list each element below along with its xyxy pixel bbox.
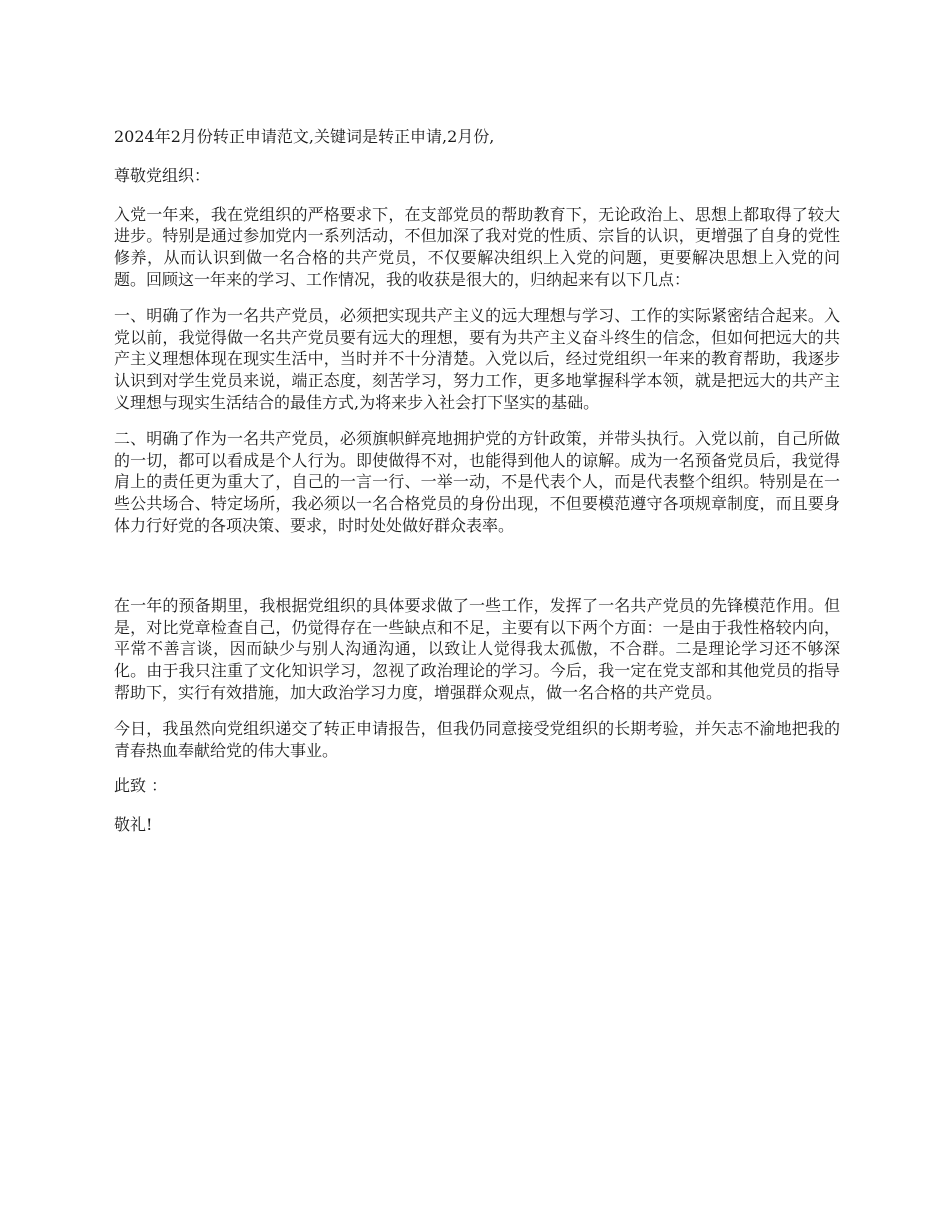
body-paragraph-intro: 入党一年来，我在党组织的严格要求下，在支部党员的帮助教育下，无论政治上、思想上都取得了较大进步。特别是通过参加党内一系列活动，不但加深了我对党的性质、宗旨的认识，更增强了自身的党性修养，从而认识到做一名合格的共产党员，不仅要解决组织上入党的问题，更要解决思想上入党的问题。回顾这一年来的学习、工作情况，我的收获是很大的，归纳起来有以下几点： — [114, 204, 840, 289]
body-paragraph-point-one: 一、明确了作为一名共产党员，必须把实现共产主义的远大理想与学习、工作的实际紧密结合起来。入党以前，我觉得做一名共产党员要有远大的理想，要有为共产主义奋斗终生的信念，但如何把远大的共产主义理想体现在现实生活中，当时并不十分清楚。入党以后，经过党组织一年来的教育帮助，我逐步认识到对学生党员来说，端正态度，刻苦学习，努力工作，更多地掌握科学本领，就是把远大的共产主义理想与现实生活结合的最佳方式,为将来步入社会打下坚实的基础。 — [114, 305, 840, 412]
body-paragraph-point-two: 二、明确了作为一名共产党员，必须旗帜鲜亮地拥护党的方针政策，并带头执行。入党以前，自己所做的一切，都可以看成是个人行为。即使做得不对，也能得到他人的谅解。成为一名预备党员后，我觉得肩上的责任更为重大了，自己的一言一行、一举一动，不是代表个人，而是代表整个组织。特别是在一些公共场合、特定场所，我必须以一名合格党员的身份出现，不但要模范遵守各项规章制度，而且要身体力行好党的各项决策、要求，时时处处做好群众表率。 — [114, 428, 840, 535]
closing-line: 此致 ： — [114, 776, 168, 796]
salutation: 尊敬党组织： — [114, 165, 211, 185]
document-page — [114, 126, 840, 853]
document-title-line: 2024年2月份转正申请范文,关键词是转正申请,2月份, — [114, 127, 495, 146]
body-paragraph-conclusion: 今日，我虽然向党组织递交了转正申请报告，但我仍同意接受党组织的长期考验，并矢志不渝地把我的青春热血奉献给党的伟大事业。 — [114, 718, 840, 760]
regards-line: 敬礼! — [114, 815, 153, 835]
body-paragraph-shortcomings: 在一年的预备期里，我根据党组织的具体要求做了一些工作，发挥了一名共产党员的先锋模范作用。但是，对比党章检查自己，仍觉得存在一些缺点和不足，主要有以下两个方面：一是由于我性格较内向，平常不善言谈，因而缺少与别人沟通沟通，以致让人觉得我太孤傲，不合群。二是理论学习还不够深化。由于我只注重了文化知识学习，忽视了政治理论的学习。今后，我一定在党支部和其他党员的指导帮助下，实行有效措施，加大政治学习力度，增强群众观点，做一名合格的共产党员。 — [114, 595, 840, 702]
